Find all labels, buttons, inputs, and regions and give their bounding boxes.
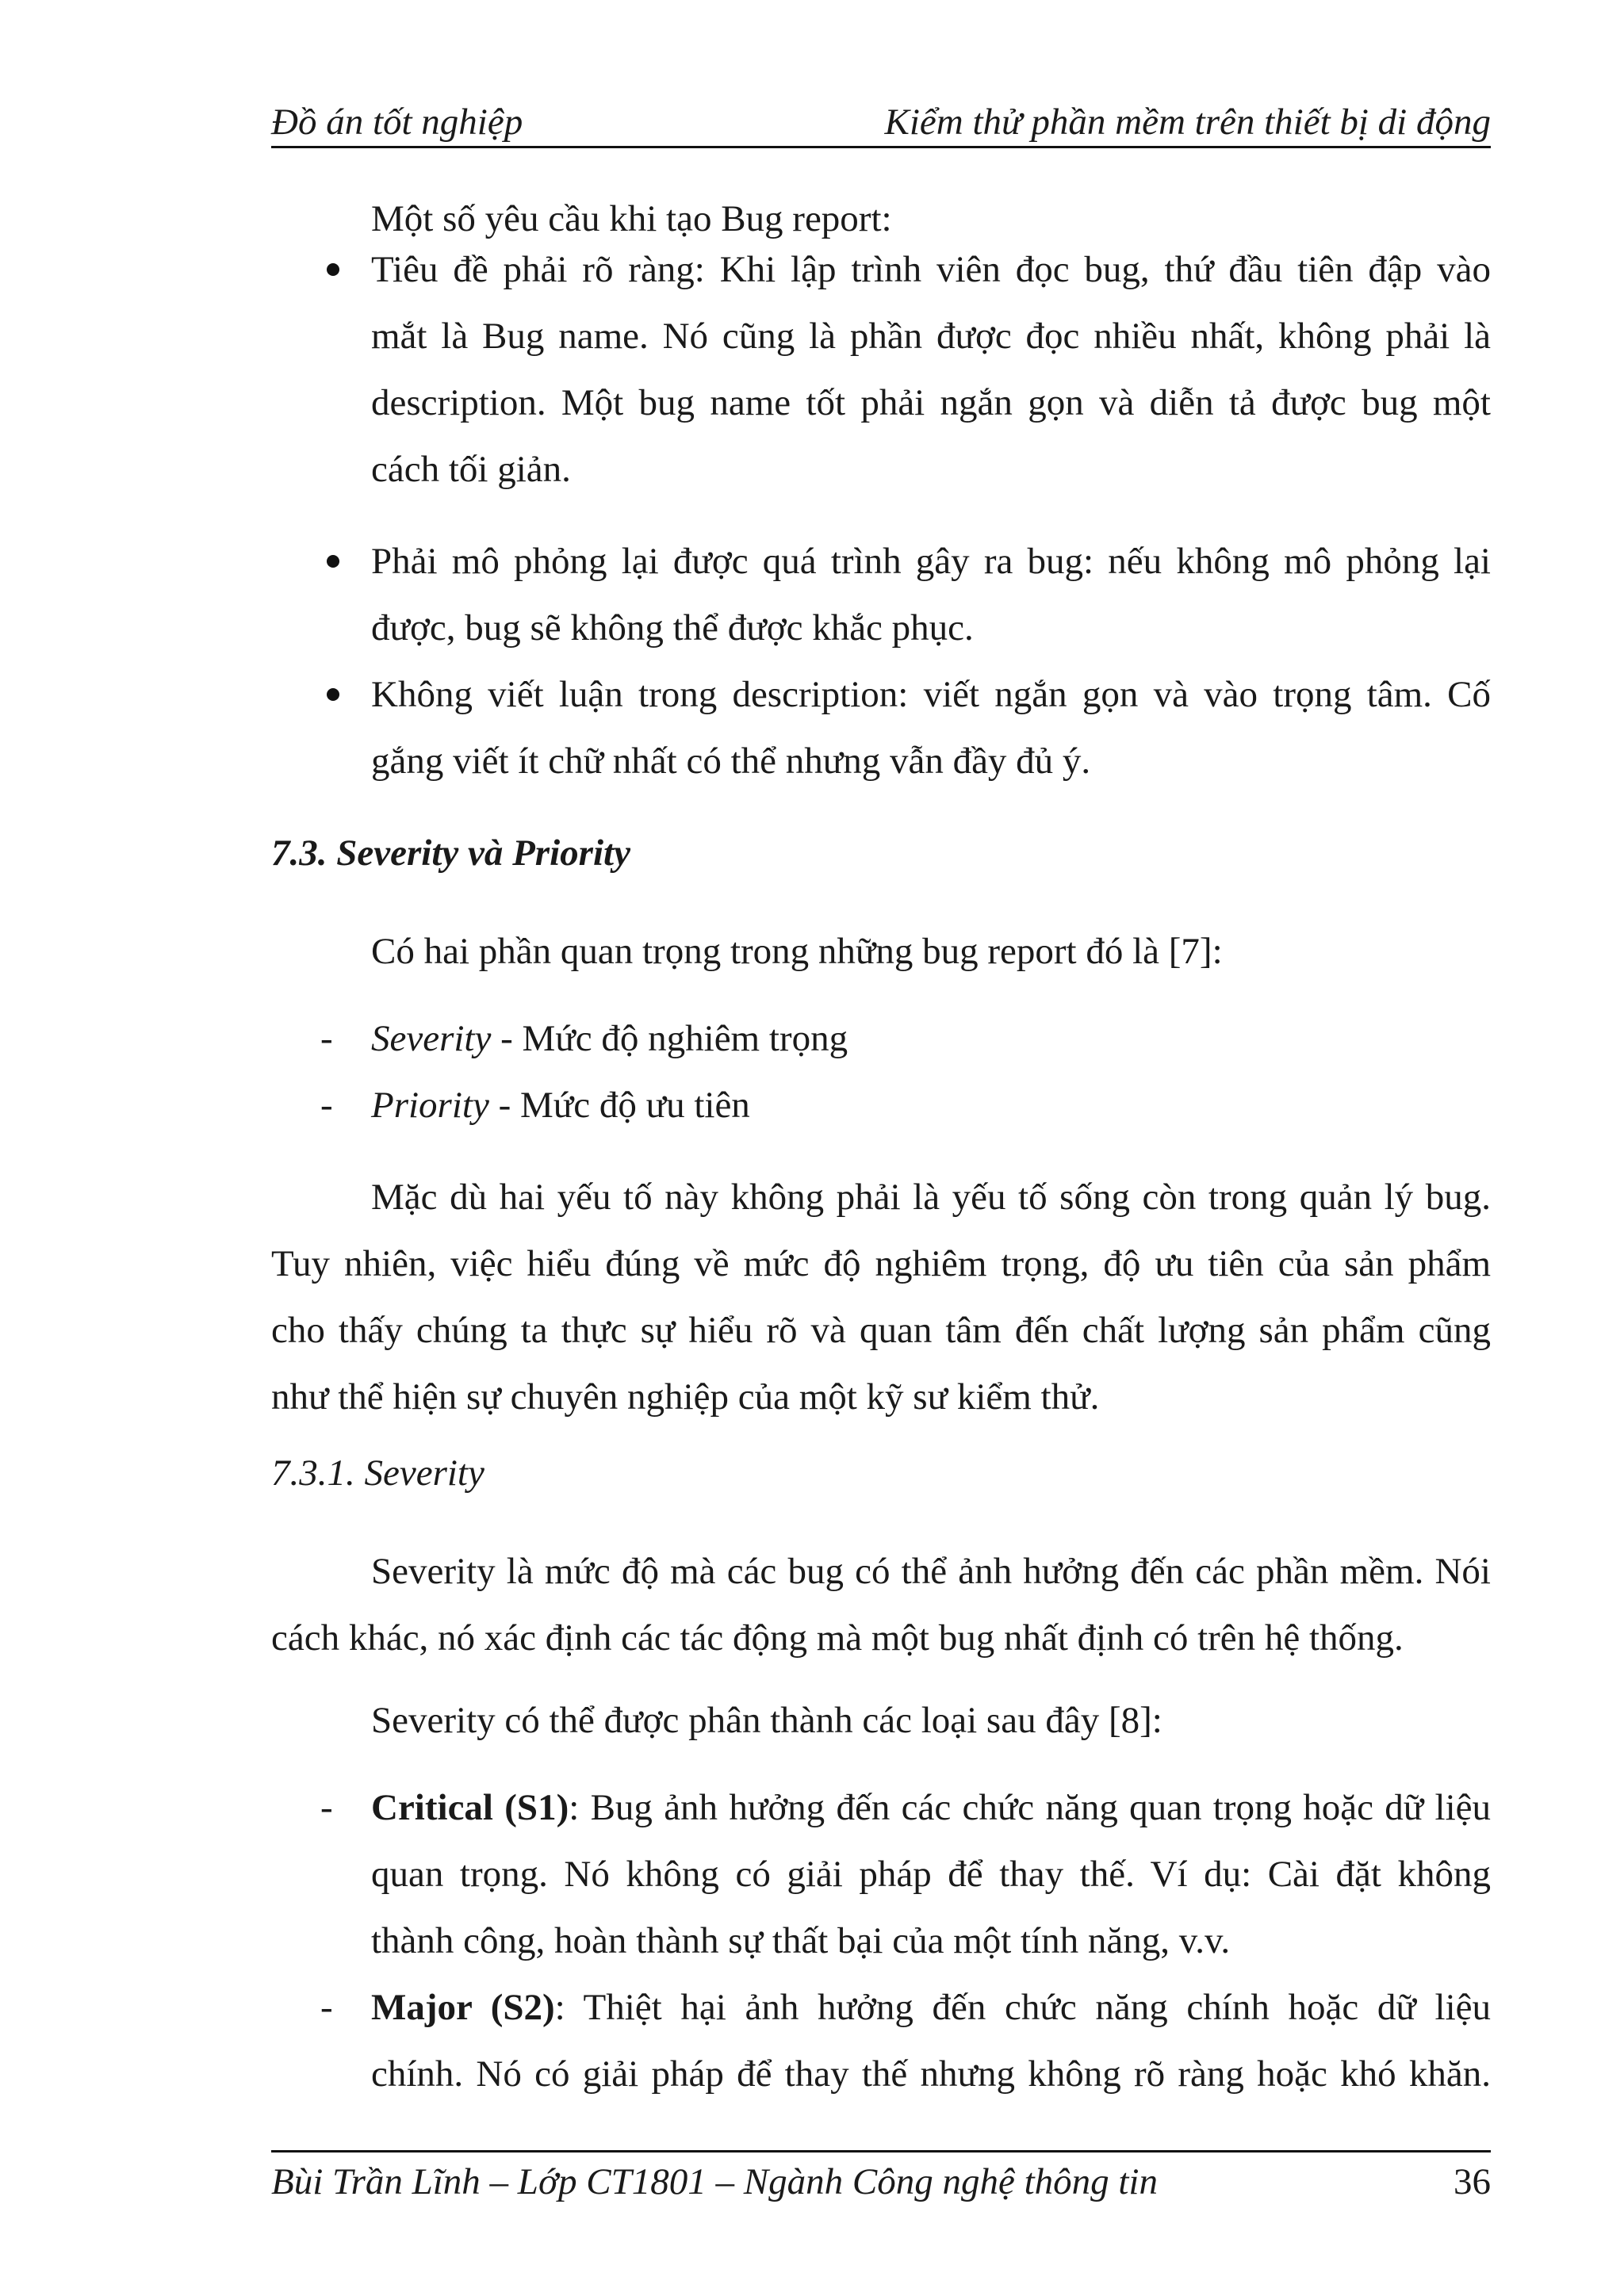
bullet-1-line-4: cách tối giản. (371, 449, 571, 490)
footer-left: Bùi Trần Lĩnh – Lớp CT1801 – Ngành Công nghệ thông tin (271, 2161, 1158, 2202)
page-number: 36 (1454, 2161, 1491, 2202)
header-right: Kiểm thử phần mềm trên thiết bị di động (884, 101, 1491, 143)
para2-line-1: Severity là mức độ mà các bug có thể ảnh hưởng đến các phần mềm. Nói (371, 1551, 1491, 1592)
bullet-dot (327, 555, 339, 568)
dash-item-term: Severity (371, 1018, 492, 1059)
dash-item-priority (371, 1083, 750, 1127)
dash-item-severity (371, 1016, 848, 1061)
para2-line-2: cách khác, nó xác định các tác động mà một bug nhất định có trên hệ thống. (271, 1617, 1404, 1659)
para1-line-1: Mặc dù hai yếu tố này không phải là yếu tố sống còn trong quản lý bug. (371, 1177, 1491, 1218)
section-heading: 7.3. Severity và Priority (271, 832, 630, 874)
dash-mark: - (320, 1787, 333, 1828)
severity-desc: : Bug ảnh hưởng đến các chức năng quan trọng hoặc dữ liệu (569, 1787, 1491, 1828)
bullet-3-line-2: gắng viết ít chữ nhất có thể nhưng vẫn đầy đủ ý. (371, 740, 1091, 782)
header-rule (271, 146, 1491, 148)
intro-text: Một số yêu cầu khi tạo Bug report: (371, 198, 892, 239)
bullet-1-line-2: mắt là Bug name. Nó cũng là phần được đọc nhiều nhất, không phải là (371, 316, 1491, 357)
footer-rule (271, 2150, 1491, 2152)
subsection-heading: 7.3.1. Severity (271, 1452, 485, 1494)
bullet-dot (327, 263, 339, 276)
section-intro: Có hai phần quan trọng trong những bug report đó là [7]: (371, 931, 1223, 972)
dash-item-term: Priority (371, 1085, 489, 1126)
severity-term: Major (S2) (371, 1987, 555, 2028)
bullet-dot (327, 688, 339, 701)
para3: Severity có thể được phân thành các loại sau đây [8]: (371, 1700, 1162, 1741)
dash-item-rest: - Mức độ ưu tiên (488, 1085, 750, 1126)
severity-critical-line-3: thành công, hoàn thành sự thất bại của một tính năng, v.v. (371, 1920, 1231, 1961)
severity-critical-line-1 (371, 1785, 1491, 1830)
para1-line-4: như thể hiện sự chuyên nghiệp của một kỹ sư kiểm thử. (271, 1376, 1100, 1418)
dash-mark: - (320, 1018, 333, 1059)
severity-major-line-1 (371, 1985, 1491, 2030)
bullet-2-line-2: được, bug sẽ không thể được khắc phục. (371, 607, 974, 649)
bullet-2-line-1: Phải mô phỏng lại được quá trình gây ra bug: nếu không mô phỏng lại (371, 541, 1491, 582)
para1-line-2: Tuy nhiên, việc hiểu đúng về mức độ nghiêm trọng, độ ưu tiên của sản phẩm (271, 1243, 1491, 1284)
severity-desc: : Thiệt hại ảnh hưởng đến chức năng chính hoặc dữ liệu (554, 1987, 1491, 2028)
bullet-3-line-1: Không viết luận trong description: viết ngắn gọn và vào trọng tâm. Cố (371, 674, 1491, 715)
dash-mark: - (320, 1085, 333, 1126)
para1-line-3: cho thấy chúng ta thực sự hiểu rõ và quan tâm đến chất lượng sản phẩm cũng (271, 1310, 1491, 1351)
dash-item-rest: - Mức độ nghiêm trọng (491, 1018, 848, 1059)
bullet-1-line-1: Tiêu đề phải rõ ràng: Khi lập trình viên đọc bug, thứ đầu tiên đập vào (371, 249, 1491, 290)
severity-major-line-2: chính. Nó có giải pháp để thay thế nhưng không rõ ràng hoặc khó khăn. (371, 2053, 1491, 2095)
bullet-1-line-3: description. Một bug name tốt phải ngắn gọn và diễn tả được bug một (371, 382, 1491, 423)
severity-term: Critical (S1) (371, 1787, 569, 1828)
header-left: Đồ án tốt nghiệp (271, 101, 523, 143)
dash-mark: - (320, 1987, 333, 2028)
severity-critical-line-2: quan trọng. Nó không có giải pháp để thay thế. Ví dụ: Cài đặt không (371, 1854, 1491, 1895)
